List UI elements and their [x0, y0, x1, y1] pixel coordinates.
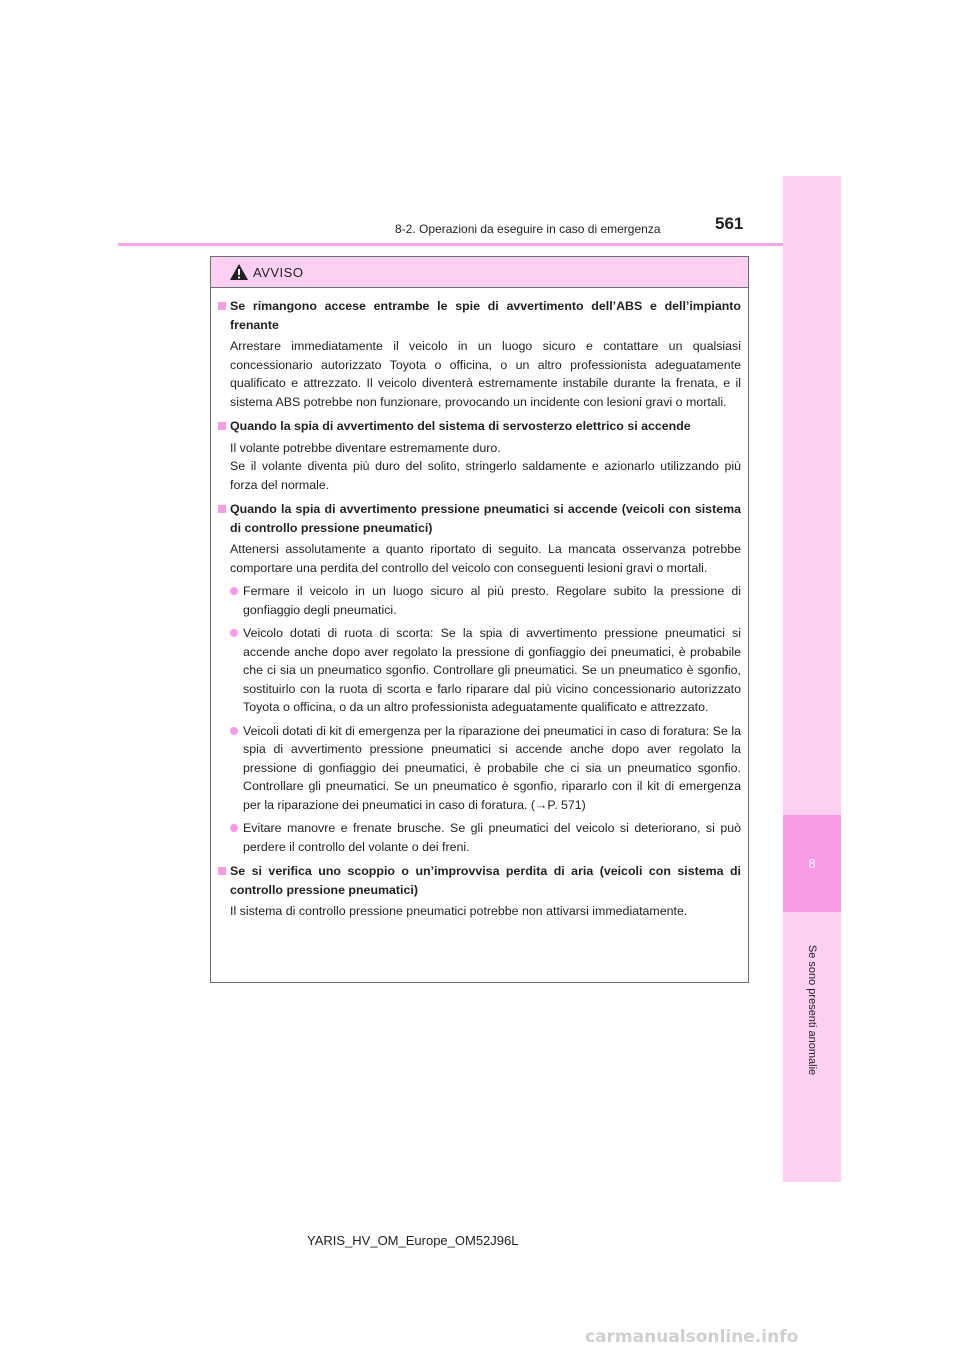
- warning-title: AVVISO: [253, 264, 304, 280]
- list-item: Fermare il veicolo in un luogo sicuro al più presto. Regolare subito la pressione di gonfiaggio degli pneumatici.: [218, 582, 741, 619]
- paragraph: Il sistema di controllo pressione pneumatici potrebbe non attivarsi immediatamente.: [230, 904, 688, 918]
- paragraph: Attenersi assolutamente a quanto riportato di seguito. La mancata osservanza potrebbe comportare una perdita del controllo del veicolo con conseguenti lesioni gravi o mortali.: [230, 542, 741, 575]
- watermark: carmanualsonline.info: [585, 1327, 799, 1347]
- chapter-label-container: [784, 930, 840, 1090]
- round-bullet-icon: [230, 824, 238, 832]
- list-item: Veicolo dotati di ruota di scorta: Se la spia di avvertimento pressione pneumatici si accende anche dopo aver regolato la pressione di gonfiaggio dei pneumatici, è probabile che ci sia un pneumatico sgonfio. Controllare gli pneumatici. Se un pneumatico è sgonfio, sostituirlo con la ruota di scorta e farlo riparare dal più vicino concessionario autorizzato Toyota o officina, o da un altro professionista adeguatamente qualificato e attrezzato.: [218, 624, 741, 717]
- section-heading: Quando la spia di avvertimento del sistema di servosterzo elettrico si accende: [218, 417, 741, 436]
- round-bullet-icon: [230, 629, 238, 637]
- round-bullet-icon: [230, 727, 238, 735]
- paragraph: Arrestare immediatamente il veicolo in un luogo sicuro e contattare un qualsiasi concessionario autorizzato Toyota o officina, o un altro professionista adeguatamente qualificato e attrezzato. Il veicolo diventerà estremamente instabile durante la frenata, e il sistema ABS potrebbe non funzionare, provocando un incidente con lesioni gravi o mortali.: [230, 339, 741, 409]
- chapter-number: 8: [783, 815, 841, 912]
- paragraph: Se il volante diventa più duro del solito, stringerlo saldamente e azionarlo utilizzando più forza del normale.: [230, 459, 741, 492]
- round-bullet-icon: [230, 587, 238, 595]
- chapter-label: Se sono presenti anomalie: [806, 944, 818, 1076]
- section-title: 8-2. Operazioni da eseguire in caso di emergenza: [395, 222, 661, 236]
- square-bullet-icon: [218, 422, 226, 430]
- page-number: 561: [715, 214, 744, 233]
- square-bullet-icon: [218, 867, 226, 875]
- footer-document-code: YARIS_HV_OM_Europe_OM52J96L: [307, 1233, 519, 1248]
- warning-header: [211, 257, 748, 288]
- section-heading: Se rimangono accese entrambe le spie di avvertimento dell’ABS e dell’impianto frenante: [218, 297, 741, 334]
- warning-triangle-icon: [229, 263, 249, 281]
- square-bullet-icon: [218, 505, 226, 513]
- list-item: Evitare manovre e frenate brusche. Se gli pneumatici del veicolo si deteriorano, si può perdere il controllo del volante o dei freni.: [218, 819, 741, 856]
- section-heading: Quando la spia di avvertimento pressione pneumatici si accende (veicoli con sistema di controllo pressione pneumatici): [218, 500, 741, 537]
- header-rule: [118, 243, 783, 246]
- square-bullet-icon: [218, 302, 226, 310]
- warning-box: [210, 256, 749, 983]
- warning-content: [211, 288, 748, 921]
- section-heading: Se si verifica uno scoppio o un’improvvisa perdita di aria (veicoli con sistema di controllo pressione pneumatici): [218, 862, 741, 899]
- paragraph: Il volante potrebbe diventare estremamente duro.: [230, 440, 501, 455]
- list-item: Veicoli dotati di kit di emergenza per la riparazione dei pneumatici in caso di foratura: Se la spia di avvertimento pressione pneumatici si accende anche dopo aver regolato la pressione di gonfiaggio dei pneumatici, è probabile che ci sia un pneumatico sgonfio. Controllare gli pneumatici. Se un pneumatico è sgonfio, ripararlo con il kit di emergenza per la riparazione dei pneumatici in caso di foratura. (→P. 571): [218, 722, 741, 815]
